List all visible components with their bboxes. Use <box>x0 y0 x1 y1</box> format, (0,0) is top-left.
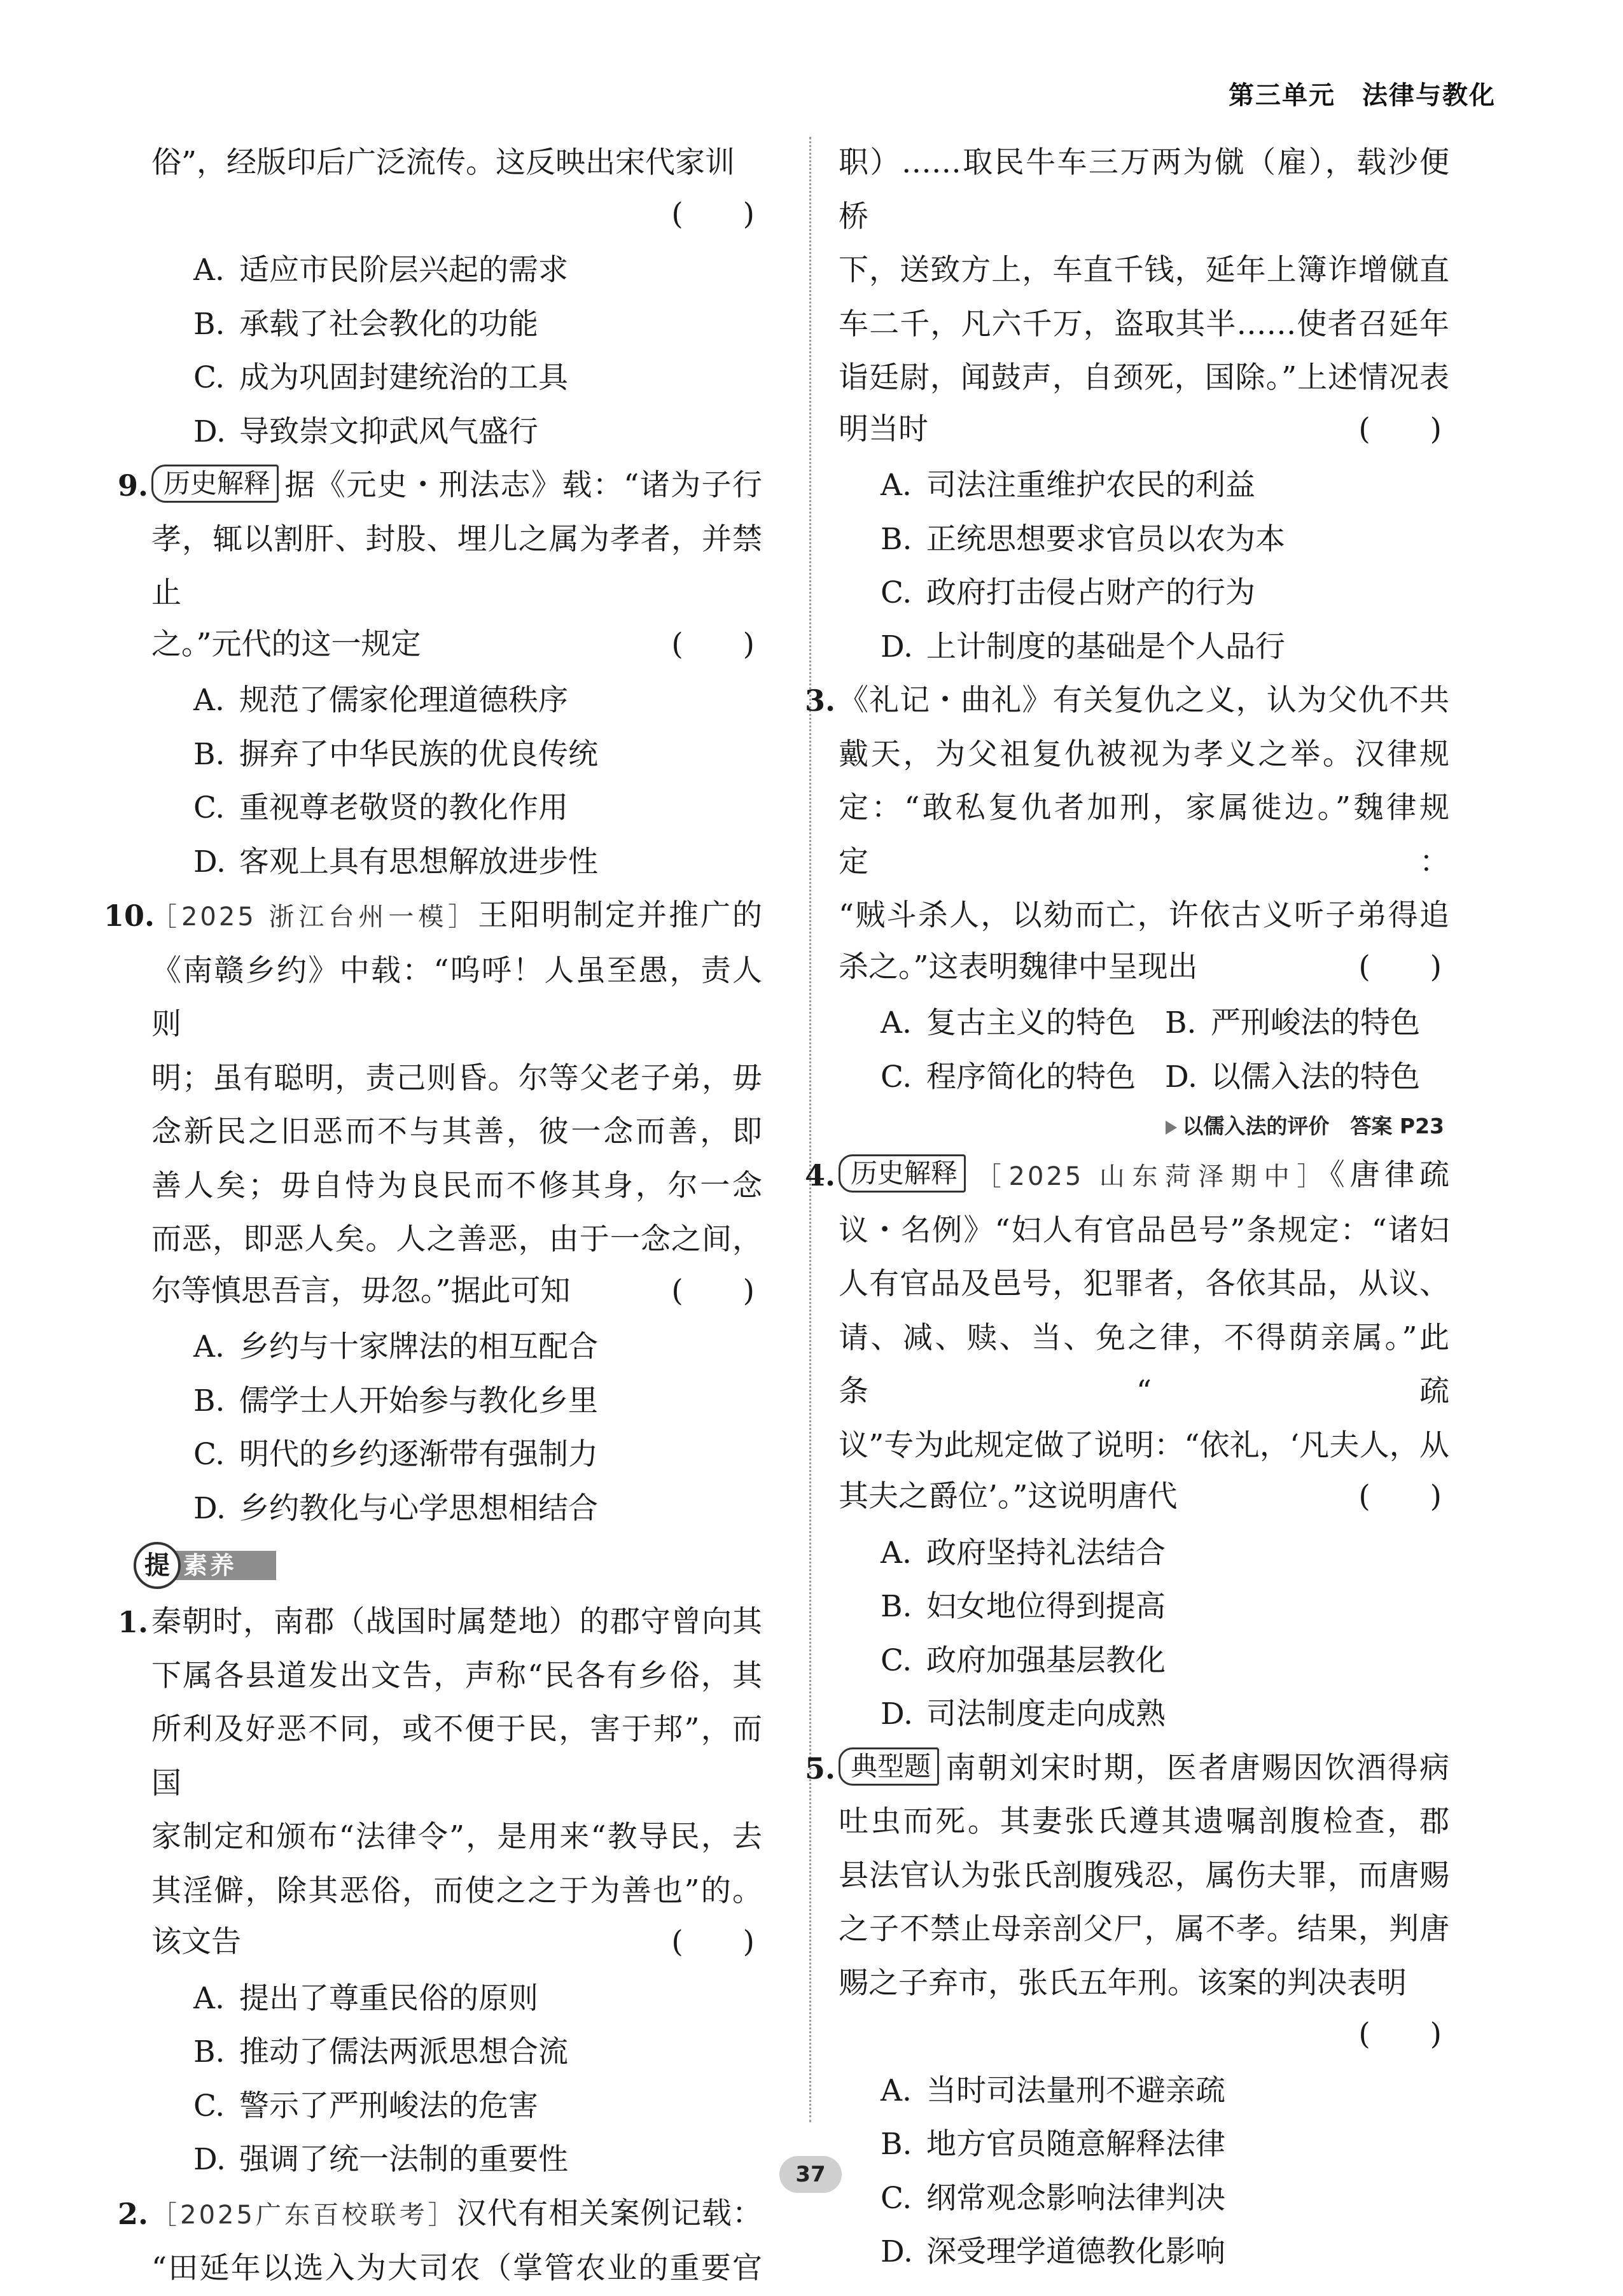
option-b[interactable] <box>151 2026 762 2080</box>
option-c[interactable] <box>839 1634 1449 1688</box>
question-text-line: 诣廷尉，闻鼓声，自颈死，国除。”上述情况表 <box>839 360 1449 395</box>
option-letter: D. <box>193 1490 226 1526</box>
answer-blank[interactable]: ( ) <box>671 626 755 662</box>
option-letter: A. <box>881 2073 912 2108</box>
question-text-line <box>839 1149 1449 1204</box>
answer-reference[interactable] <box>839 1104 1449 1149</box>
option-a[interactable] <box>151 1972 762 2026</box>
option-a[interactable] <box>881 997 1165 1051</box>
option-c[interactable] <box>881 1051 1165 1105</box>
option-text: 承载了社会教化的功能 <box>239 306 538 342</box>
option-letter: B. <box>881 521 912 557</box>
option-row <box>839 997 1449 1051</box>
question-text-line: 下属各县道发出文告，声称“民各有乡俗，其 <box>151 1658 762 1693</box>
option-letter: B. <box>193 736 225 772</box>
option-a[interactable] <box>839 2064 1449 2118</box>
text-span: 其夫之爵位’。”这说明唐代 <box>839 1479 1178 1514</box>
option-letter: C. <box>193 360 225 395</box>
question-source: ［2025 山东菏泽期中］ <box>971 1162 1330 1191</box>
question-text-line <box>151 2187 762 2243</box>
option-letter: A. <box>193 253 225 288</box>
option-d[interactable] <box>151 405 762 459</box>
question-text-line: 其淫僻，除其恶俗，而使之之于为善也”的。 <box>151 1873 762 1908</box>
text-span: 杀之。”这表明魏律中呈现出 <box>839 949 1198 984</box>
option-b[interactable] <box>151 298 762 352</box>
option-text: 乡约教化与心学思想相结合 <box>239 1490 598 1526</box>
text-span: 据《元史・刑法志》载：“诸为子行 <box>284 468 762 503</box>
question-text-line <box>839 1473 1449 1527</box>
option-d[interactable] <box>839 620 1449 675</box>
option-letter: A. <box>193 683 225 718</box>
option-letter: B. <box>193 1383 225 1418</box>
question-text-line: 人有官品及邑号，犯罪者，各依其品，从议、 <box>839 1266 1449 1301</box>
question-2-cont <box>839 136 1449 674</box>
option-text: 适应市民阶层兴起的需求 <box>239 253 568 288</box>
option-text: 复古主义的特色 <box>926 1005 1136 1040</box>
option-letter: B. <box>193 306 225 342</box>
option-letter: C. <box>193 790 225 825</box>
option-text: 导致崇文抑武风气盛行 <box>239 414 538 449</box>
answer-line <box>151 190 762 244</box>
option-letter: B. <box>193 2034 225 2069</box>
option-c[interactable] <box>839 2172 1449 2226</box>
option-letter: D. <box>881 629 913 664</box>
question-text-line: 车二千，凡六千万，盗取其半……使者召延年 <box>839 306 1449 342</box>
option-b[interactable] <box>839 1580 1449 1634</box>
option-a[interactable] <box>151 1320 762 1375</box>
option-letter: C. <box>881 2180 912 2216</box>
answer-blank[interactable]: ( ) <box>671 1924 755 1959</box>
option-text: 乡约与十家牌法的相互配合 <box>239 1329 598 1364</box>
option-letter: D. <box>1165 1059 1197 1095</box>
option-letter: C. <box>881 1059 912 1095</box>
triangle-right-icon <box>1166 1121 1177 1135</box>
option-c[interactable] <box>151 781 762 836</box>
section-badge: 提 <box>134 1542 181 1589</box>
option-text: 政府打击侵占财产的行为 <box>926 575 1255 610</box>
question-text-line: 定：“敢私复仇者加刑，家属徙边。”魏律规定： <box>839 790 1449 879</box>
question-text-line <box>151 1918 762 1972</box>
question-text-line <box>151 620 762 675</box>
question-text-line <box>151 1267 762 1321</box>
question-number: 10. <box>104 899 155 933</box>
question-text-line: 明；虽有聪明，责己则昏。尔等父老子弟，毋 <box>151 1060 762 1096</box>
question-text-line: 请、减、赎、当、免之律，不得荫亲属。”此条“疏 <box>839 1320 1449 1409</box>
text-span: 之。”元代的这一规定 <box>151 626 421 662</box>
option-text: 严刑峻法的特色 <box>1211 1005 1420 1040</box>
option-text: 上计制度的基础是个人品行 <box>926 629 1285 664</box>
reference-text: 以儒入法的评价 答案 P23 <box>1182 1114 1444 1138</box>
question-text-line <box>839 943 1449 997</box>
option-text: 当时司法量刑不避亲疏 <box>926 2073 1225 2108</box>
question-text-line: 赐之子弃市，张氏五年刑。该案的判决表明 <box>839 1965 1407 2001</box>
option-d[interactable] <box>151 2133 762 2187</box>
option-d[interactable] <box>839 2225 1449 2279</box>
option-letter: B. <box>1165 1005 1197 1040</box>
question-text-line: 秦朝时，南郡（战国时属楚地）的郡守曾向其 <box>151 1604 762 1639</box>
question-text-line: “贼斗杀人，以劾而亡，许依古义听子弟得追 <box>839 898 1449 933</box>
text-span: 《唐律疏 <box>1330 1158 1450 1193</box>
option-letter: D. <box>193 414 226 449</box>
option-letter: A. <box>193 1329 225 1364</box>
question-text-line: 《礼记・曲礼》有关复仇之义，认为父仇不共 <box>839 683 1449 718</box>
question-text-line: 念新民之旧恶而不与其善，彼一念而善，即 <box>151 1114 762 1149</box>
option-text: 摒弃了中华民族的优良传统 <box>239 736 598 772</box>
option-d[interactable] <box>839 1688 1449 1742</box>
text-span: 南朝刘宋时期，医者唐赐因饮酒得病 <box>944 1750 1449 1786</box>
question-text-line: 《南赣乡约》中载：“呜呼！人虽至愚，责人则 <box>151 953 762 1042</box>
option-letter: B. <box>881 2127 912 2162</box>
option-text: 地方官员随意解释法律 <box>926 2127 1225 2162</box>
question-text-line: 家制定和颁布“法律令”，是用来“教导民，去 <box>151 1819 762 1854</box>
option-text: 妇女地位得到提高 <box>926 1589 1166 1624</box>
option-b[interactable] <box>839 2118 1449 2172</box>
option-c[interactable] <box>151 1428 762 1482</box>
option-text: 推动了儒法两派思想合流 <box>239 2034 568 2069</box>
question-text-line <box>839 405 1449 459</box>
option-text: 司法注重维护农民的利益 <box>926 468 1255 503</box>
column-divider <box>809 137 811 2122</box>
question-10 <box>104 889 763 1536</box>
option-c[interactable] <box>151 351 762 405</box>
unit-label: 第三单元 <box>1229 81 1335 110</box>
option-a[interactable] <box>151 244 762 298</box>
option-text: 司法制度走向成熟 <box>926 1697 1166 1732</box>
option-b[interactable] <box>151 728 762 782</box>
option-letter: A. <box>881 1535 912 1571</box>
question-text-line: 戴天，为父祖复仇被视为孝义之举。汉律规 <box>839 736 1449 772</box>
question-number: 1. <box>117 1605 148 1639</box>
question-text-line: “田延年以选入为大司农（掌管农业的重要官 <box>151 2251 762 2286</box>
option-letter: D. <box>881 1697 913 1732</box>
question-number: 5. <box>804 1751 835 1786</box>
option-text: 成为巩固封建统治的工具 <box>239 360 568 395</box>
question-source: ［2025 浙江台州一模］ <box>151 902 478 932</box>
option-d[interactable] <box>1165 1051 1449 1105</box>
question-8-cont <box>151 136 762 459</box>
option-letter: D. <box>193 844 226 879</box>
option-text: 程序简化的特色 <box>926 1059 1136 1095</box>
option-text: 明代的乡约逐渐带有强制力 <box>239 1437 598 1472</box>
option-c[interactable] <box>839 566 1449 620</box>
question-source: ［2025广东百校联考］ <box>151 2200 457 2230</box>
history-interpretation-tag: 历史解释 <box>151 465 279 503</box>
question-text-line <box>839 1742 1449 1796</box>
history-interpretation-tag: 历史解释 <box>839 1154 966 1193</box>
question-text-line <box>151 889 762 944</box>
option-letter: C. <box>881 1642 912 1678</box>
option-text: 客观上具有思想解放进步性 <box>239 844 598 879</box>
text-span: 汉代有相关案例记载： <box>456 2195 763 2231</box>
question-4 <box>804 1149 1450 1742</box>
text-span: 明当时 <box>839 411 928 447</box>
text-span: 王阳明制定并推广的 <box>478 898 763 933</box>
page-number: 37 <box>779 2156 842 2193</box>
answer-blank[interactable]: ( ) <box>1358 411 1442 447</box>
question-text-line: 而恶，即恶人矣。人之善恶，由于一念之间， <box>151 1222 762 1257</box>
answer-blank[interactable]: ( ) <box>1358 2017 1442 2052</box>
answer-line <box>839 2010 1449 2064</box>
option-letter: A. <box>881 468 912 503</box>
page-header <box>1229 75 1496 111</box>
option-a[interactable] <box>151 674 762 728</box>
option-text: 提出了尊重民俗的原则 <box>239 1980 538 2016</box>
option-text: 以儒入法的特色 <box>1211 1059 1420 1095</box>
option-b[interactable] <box>151 1375 762 1429</box>
option-text: 政府坚持礼法结合 <box>926 1535 1166 1571</box>
option-text: 强调了统一法制的重要性 <box>239 2142 568 2177</box>
option-text: 政府加强基层教化 <box>926 1642 1166 1678</box>
option-c[interactable] <box>151 2080 762 2134</box>
option-text: 正统思想要求官员以农为本 <box>926 521 1285 557</box>
option-letter: A. <box>881 1005 912 1040</box>
unit-title: 法律与教化 <box>1362 81 1496 110</box>
answer-blank[interactable]: ( ) <box>1358 949 1442 984</box>
option-letter: A. <box>193 1980 225 2016</box>
option-text: 儒学士人开始参与教化乡里 <box>239 1383 598 1418</box>
left-column <box>104 136 763 2296</box>
option-letter: C. <box>881 575 912 610</box>
option-text: 规范了儒家伦理道德秩序 <box>239 683 568 718</box>
question-9 <box>117 459 762 889</box>
question-3 <box>804 674 1449 1149</box>
option-letter: D. <box>193 2142 226 2177</box>
text-span: 尔等慎思吾言，毋忽。”据此可知 <box>151 1273 571 1308</box>
question-2 <box>117 2187 763 2296</box>
text-span: 该文告 <box>151 1924 241 1959</box>
section-label: 素养 <box>164 1551 276 1580</box>
answer-blank[interactable]: ( ) <box>1358 1479 1442 1514</box>
option-letter: C. <box>193 2088 225 2124</box>
option-letter: B. <box>881 1589 912 1624</box>
option-b[interactable] <box>1165 997 1449 1051</box>
option-a[interactable] <box>839 459 1449 513</box>
option-text: 警示了严刑峻法的危害 <box>239 2088 538 2124</box>
option-d[interactable] <box>151 836 762 890</box>
question-number: 4. <box>804 1158 835 1193</box>
question-text-line: 下，送致方上，车直千钱，延年上簿诈增僦直 <box>839 253 1449 288</box>
question-1 <box>117 1595 762 2187</box>
option-text: 纲常观念影响法律判决 <box>926 2180 1225 2216</box>
option-a[interactable] <box>839 1527 1449 1581</box>
question-text-line: 议”专为此规定做了说明：“依礼，‘凡夫人，从 <box>839 1427 1449 1463</box>
question-text-line: 孝，辄以割肝、封股、埋儿之属为孝者，并禁止 <box>151 521 762 610</box>
question-text-line <box>151 459 762 513</box>
option-text: 重视尊老敬贤的教化作用 <box>239 790 568 825</box>
question-number: 3. <box>804 683 835 718</box>
option-letter: C. <box>193 1437 225 1472</box>
question-text-line: 吐虫而死。其妻张氏遵其遗嘱剖腹检查，郡 <box>839 1804 1449 1839</box>
question-text-line: 职）……取民牛车三万两为僦（雇），载沙便桥 <box>839 145 1449 234</box>
typical-question-tag: 典型题 <box>839 1747 939 1786</box>
question-text-line: 所利及好恶不同，或不便于民，害于邦”，而国 <box>151 1712 762 1801</box>
option-letter: D. <box>881 2234 913 2269</box>
question-number: 2. <box>117 2196 148 2231</box>
question-text-line: 俗”，经版印后广泛流传。这反映出宋代家训 <box>151 145 735 180</box>
option-d[interactable] <box>151 1482 762 1536</box>
answer-blank[interactable]: ( ) <box>671 196 755 232</box>
question-text-line: 善人矣；毋自恃为良民而不修其身，尔一念 <box>151 1168 762 1203</box>
question-text-line: 之子不禁止母亲剖父尸，属不孝。结果，判唐 <box>839 1912 1449 1947</box>
question-text-line: 县法官认为张氏剖腹残忍，属伤夫罪，而唐赐 <box>839 1858 1449 1893</box>
option-text: 深受理学道德教化影响 <box>926 2234 1225 2269</box>
option-row <box>839 1051 1449 1105</box>
section-header-suyang <box>134 1539 762 1593</box>
answer-blank[interactable]: ( ) <box>671 1273 755 1308</box>
question-number: 9. <box>117 468 148 503</box>
option-b[interactable] <box>839 513 1449 567</box>
question-text-line: 议・名例》“妇人有官品邑号”条规定：“诸妇 <box>839 1212 1449 1248</box>
